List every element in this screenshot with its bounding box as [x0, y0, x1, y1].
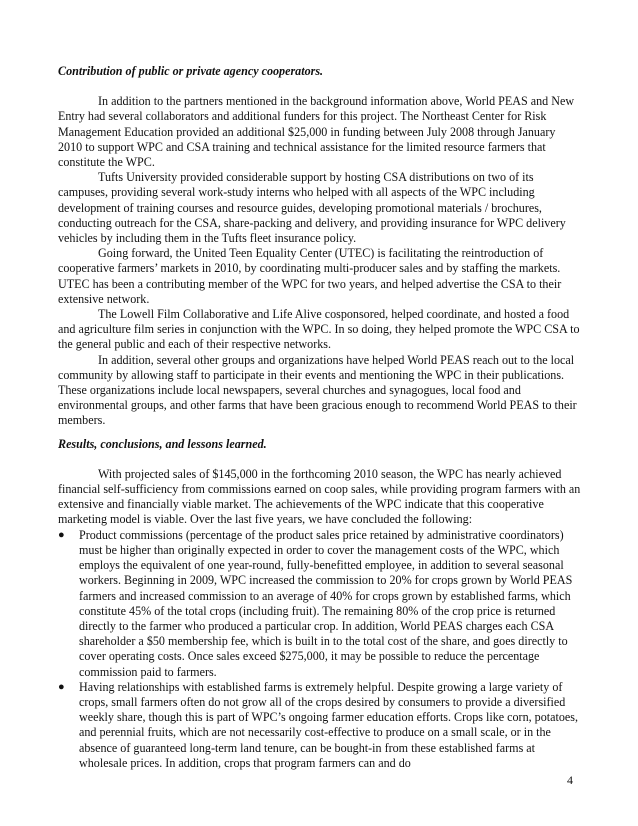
paragraph: In addition, several other groups and organizations have helped World PEAS reach out to the local community by allowing staff to participate in their events and mentioning the WPC in their publications. These organizations include local newspapers, several churches and synagogues, local food and environmental groups, and other farms that have been gracious enough to recommend World PEAS to their members. [58, 352, 577, 428]
list-item-text: Having relationships with established farms is extremely helpful. Despite growing a large variety of crops, small farmers often do not grow all of the crops desired by consumers to provide a diversified weekly share, though this is part of WPC’s ongoing farmer education efforts. Crops like corn, potatoes, and perennial fruits, which are not necessarily cost-effective to produce on a small scale, or in the absence of guaranteed long-term land tenure, can be bought-in from these established farms at wholesale prices. In addition, crops that program farmers can and do [79, 679, 578, 770]
section-heading-results: Results, conclusions, and lessons learned. [58, 436, 267, 451]
section-heading-cooperators: Contribution of public or private agency cooperators. [58, 64, 324, 78]
page-body [58, 64, 582, 771]
paragraph: In addition to the partners mentioned in the background information above, World PEAS and New Entry had several collaborators and additional funders for this project. The Northeast Center for Risk Management Education provided an additional $25,000 in funding between July 2008 through January 2010 to support WPC and CSA training and technical assistance for the limited resource farmers that constitute the WPC. [58, 94, 575, 170]
bullet-icon: ● [58, 528, 65, 541]
paragraph: The Lowell Film Collaborative and Life Alive cosponsored, helped coordinate, and hosted a food and agriculture film series in conjunction with the WPC. In so doing, they helped promote the WPC CSA to the general public and each of their respective networks. [58, 307, 580, 352]
paragraph: Tufts University provided considerable support by hosting CSA distributions on two of its campuses, providing several work-study interns who helped with all aspects of the WPC including development of training courses and resource guides, developing promotional materials / brochures, conducting outreach for the CSA, share-packing and delivery, and providing insurance for WPC delivery vehicles by including them in the Tufts fleet insurance policy. [58, 170, 566, 246]
bullet-icon: ● [58, 680, 65, 693]
paragraph: Going forward, the United Teen Equality Center (UTEC) is facilitating the reintroduction of cooperative farmers’ markets in 2010, by coordinating multi-producer sales and by staffing the markets. UTEC has been a contributing member of the WPC for two years, and helped advertise the CSA to their extensive network. [58, 246, 562, 306]
list-item [58, 680, 582, 771]
list-item [58, 528, 582, 680]
lessons-list [58, 528, 582, 771]
list-item-text: Product commissions (percentage of the product sales price retained by administrative coordinators) must be higher than originally expected in order to cover the management costs of the WPC, which employs the equivalent of one year-round, fully-benefitted employee, in addition to several seasonal workers. Beginning in 2009, WPC increased the commission to 20% for crops grown by World PEAS farmers and increased commission to an average of 40% for crops grown by established farms, which constitute 45% of the total crops (including fruit). The remaining 80% of the crop price is returned directly to the farmer who produced a particular crop. In addition, World PEAS charges each CSA shareholder a $50 membership fee, which is built in to the total cost of the share, and goes directly to cover operating costs. Once sales exceed $275,000, it may be possible to reduce the percentage commission paid to farmers. [79, 527, 573, 679]
page-number: 4 [567, 773, 573, 787]
paragraph: With projected sales of $145,000 in the forthcoming 2010 season, the WPC has nearly achieved financial self-sufficiency from commissions earned on coop sales, while providing program farmers with an extensive and financially viable market. The achievements of the WPC indicate that this cooperative marketing model is viable. Over the last five years, we have concluded the following: [58, 466, 581, 527]
